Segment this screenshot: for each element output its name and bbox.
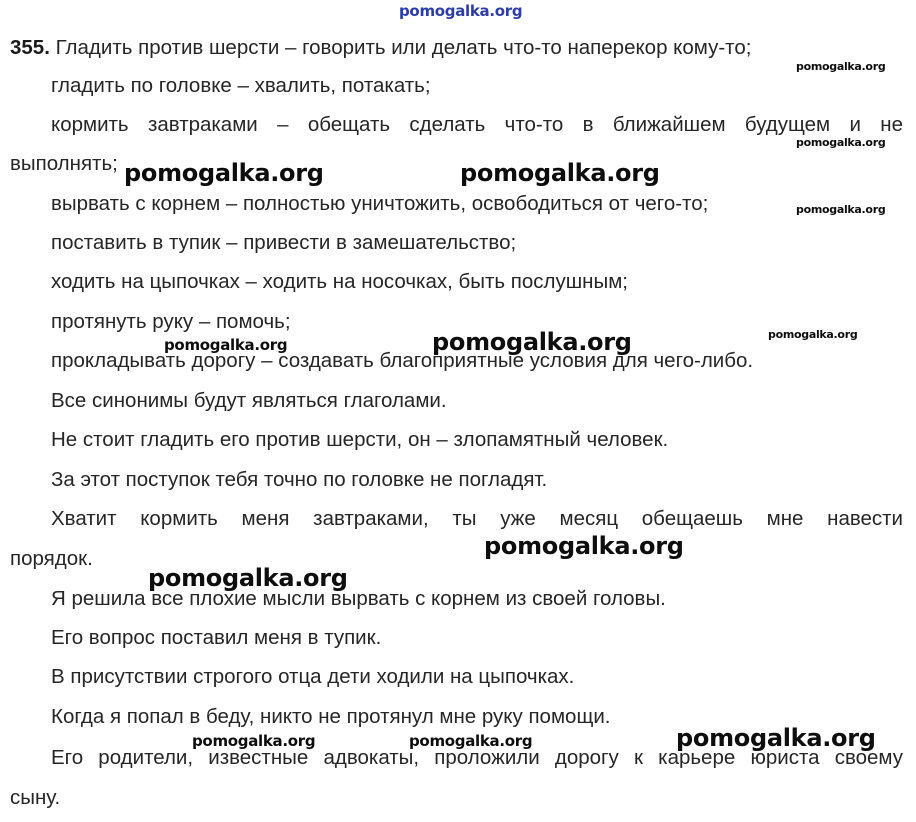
line-text: Гладить против шерсти – говорить или делать что-то наперекор кому-то;	[55, 36, 752, 59]
text-line-2: гладить по головке – хвалить, потакать;	[51, 74, 431, 97]
text-line-1	[10, 36, 751, 60]
text-line-4: выполнять;	[10, 152, 118, 175]
exercise-number: 355.	[10, 36, 50, 59]
text-line-3: кормить завтраками – обещать сделать что-то в ближайшем будущем и не	[51, 113, 903, 136]
text-line-20: сыну.	[10, 786, 61, 809]
watermark: pomogalka.org	[460, 159, 660, 187]
watermark: pomogalka.org	[148, 564, 348, 592]
watermark: pomogalka.org	[796, 60, 886, 73]
watermark: pomogalka.org	[409, 732, 533, 750]
watermark: pomogalka.org	[796, 136, 886, 149]
watermark: pomogalka.org	[124, 159, 324, 187]
watermark: pomogalka.org	[432, 328, 632, 356]
watermark: pomogalka.org	[768, 328, 858, 341]
text-line-5: вырвать с корнем – полностью уничтожить, освободиться от чего-то;	[51, 192, 709, 215]
text-line-9: прокладывать дорогу – создавать благоприятные условия для чего-либо.	[51, 349, 754, 372]
text-line-12: За этот поступок тебя точно по головке не погладят.	[51, 468, 548, 491]
text-line-14: порядок.	[10, 547, 93, 570]
watermark: pomogalka.org	[676, 724, 876, 752]
text-line-7: ходить на цыпочках – ходить на носочках, быть послушным;	[51, 270, 628, 293]
text-line-6: поставить в тупик – привести в замешательство;	[51, 231, 517, 254]
text-line-10: Все синонимы будут являться глаголами.	[51, 389, 447, 412]
watermark: pomogalka.org	[796, 203, 886, 216]
watermark-top: pomogalka.org	[399, 2, 523, 20]
watermark: pomogalka.org	[164, 336, 288, 354]
text-line-13: Хватит кормить меня завтраками, ты уже месяц обещаешь мне навести	[51, 507, 903, 530]
watermark: pomogalka.org	[192, 732, 316, 750]
text-line-11: Не стоит гладить его против шерсти, он – злопамятный человек.	[51, 428, 669, 451]
text-line-17: В присутствии строгого отца дети ходили на цыпочках.	[51, 665, 575, 688]
watermark: pomogalka.org	[484, 532, 684, 560]
text-line-19: Его родители, известные адвокаты, проложили дорогу к карьере юриста своему	[51, 746, 903, 769]
text-line-8: протянуть руку – помочь;	[51, 310, 291, 333]
text-line-18: Когда я попал в беду, никто не протянул мне руку помощи.	[51, 705, 611, 728]
text-line-15: Я решила все плохие мысли вырвать с корнем из своей головы.	[51, 587, 666, 610]
text-line-16: Его вопрос поставил меня в тупик.	[51, 626, 382, 649]
